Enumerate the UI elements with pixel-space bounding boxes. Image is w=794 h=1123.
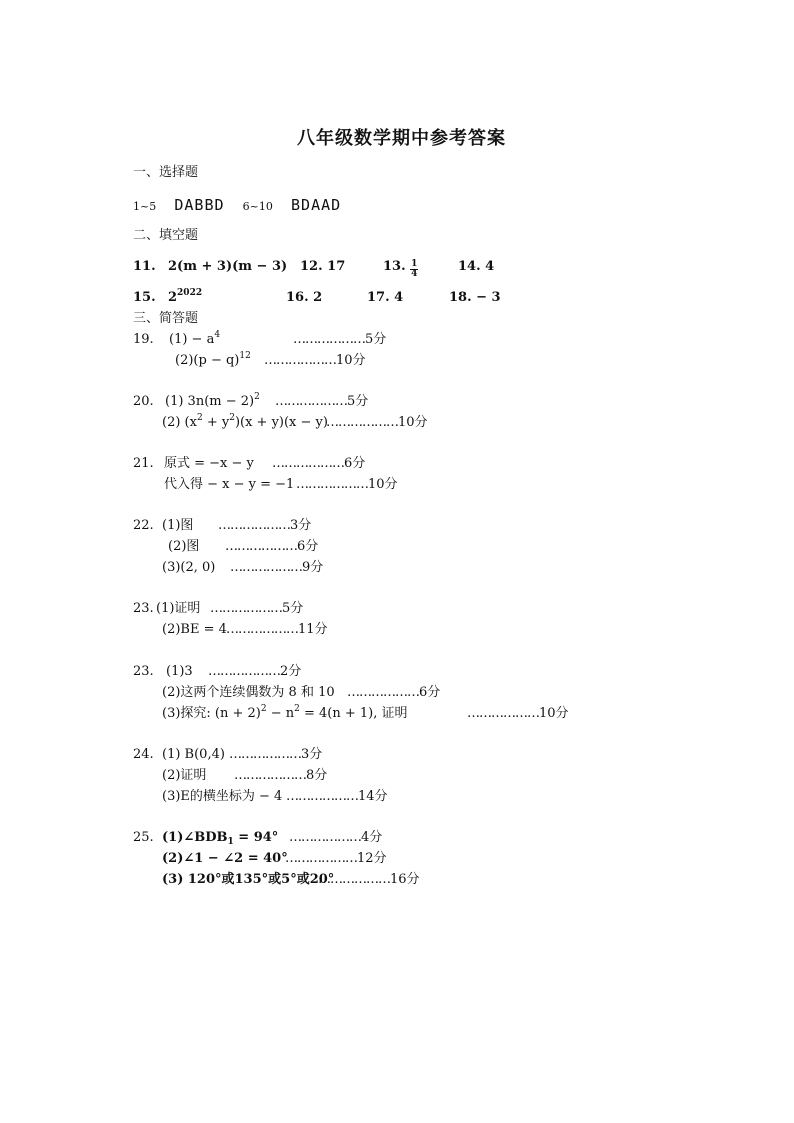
q23b-part3	[162, 705, 408, 723]
exponent: 2	[254, 392, 260, 402]
fill-q11-answer: 2(m + 3)(m − 3)	[168, 259, 288, 274]
subscript: 1	[227, 837, 234, 847]
score: 5分	[365, 332, 387, 347]
fraction-denominator: 4	[411, 269, 418, 279]
section-heading-fill: 二、填空题	[133, 228, 199, 243]
leader-dots: ………………	[347, 685, 419, 700]
fill-q14: 14. 4	[458, 259, 495, 274]
fill-q13	[383, 258, 418, 279]
q20-part1	[165, 393, 260, 411]
score: 2分	[280, 664, 302, 679]
q23b-part3-score	[467, 705, 569, 723]
fill-q11-number: 11.	[133, 259, 156, 274]
score: 10分	[398, 415, 428, 430]
q25-part3: (3) 120°或135°或5°或20°	[162, 872, 335, 887]
fill-q12: 12. 17	[300, 259, 346, 274]
score: 3分	[301, 747, 323, 762]
score: 6分	[344, 456, 366, 471]
q23a-part1: (1)证明	[156, 601, 201, 616]
exponent: 2	[294, 704, 300, 714]
q23a-part2-score	[226, 621, 328, 639]
section-heading-choice: 一、选择题	[133, 165, 199, 180]
choice-answers-2: BDAAD	[291, 196, 342, 214]
q25-part3-score	[318, 871, 420, 889]
section-heading-solve: 三、简答题	[133, 311, 199, 326]
q19-part2	[175, 352, 251, 370]
leader-dots: ………………	[285, 851, 357, 866]
leader-dots: ………………	[225, 539, 297, 554]
score: 10分	[368, 477, 398, 492]
leader-dots: ………………	[326, 415, 398, 430]
exponent: 2	[260, 704, 267, 714]
q23b-part2: (2)这两个连续偶数为 8 和 10	[162, 685, 335, 700]
q23b-number: 23.	[133, 664, 154, 679]
score: 3分	[290, 518, 312, 533]
leader-dots: ………………	[289, 830, 361, 845]
answer-text: + y	[202, 415, 230, 430]
q20-part2	[162, 414, 328, 432]
fill-q15-number: 15.	[133, 290, 156, 305]
q22-part1-score	[218, 517, 311, 535]
power-exponent: 2022	[177, 288, 203, 298]
fill-q16: 16. 2	[286, 290, 323, 305]
answer-text: (2)(p − q)	[175, 353, 240, 368]
q20-part2-score	[326, 414, 428, 432]
leader-dots: ………………	[210, 601, 282, 616]
q25-part1-score	[289, 829, 382, 847]
q25-part1	[162, 829, 278, 847]
score: 4分	[361, 830, 383, 845]
leader-dots: ………………	[318, 872, 390, 887]
power-base: 2	[168, 290, 178, 305]
leader-dots: ………………	[275, 394, 347, 409]
q24-part3-score	[286, 788, 388, 806]
exponent: 2	[229, 413, 235, 423]
exponent: 2	[196, 413, 203, 423]
q25-part2: (2)∠1 − ∠2 = 40°	[162, 851, 288, 866]
score: 12分	[357, 851, 387, 866]
answer-text: (2) (x	[162, 415, 197, 430]
exponent: 4	[214, 330, 221, 340]
fraction-numerator: 1	[411, 259, 418, 269]
score: 16分	[390, 872, 420, 887]
choice-range-1: 1~5	[133, 200, 157, 213]
choice-answers-1: DABBD	[174, 196, 225, 214]
fill-q13-number: 13.	[383, 259, 406, 274]
leader-dots: ………………	[296, 477, 368, 492]
answer-text: − n	[266, 706, 295, 721]
q22-part2: (2)图	[168, 539, 200, 554]
answer-text: )(x + y)(x − y)	[234, 415, 328, 430]
q20-part1-score	[275, 393, 368, 411]
q24-number: 24.	[133, 747, 154, 762]
page-title: 八年级数学期中参考答案	[297, 128, 506, 149]
q23b-part2-score	[347, 684, 440, 702]
score: 11分	[298, 622, 328, 637]
q25-number: 25.	[133, 830, 154, 845]
q24-part1-score	[229, 746, 322, 764]
q19-part1	[169, 331, 220, 349]
leader-dots: ………………	[286, 789, 358, 804]
q22-part2-score	[225, 538, 318, 556]
q24-part2-score	[234, 767, 327, 785]
q23b-part1: (1)3	[166, 664, 193, 679]
leader-dots: ………………	[293, 332, 365, 347]
answer-text: (3)探究: (n + 2)	[162, 706, 261, 721]
leader-dots: ………………	[467, 706, 539, 721]
q20-number: 20.	[133, 394, 154, 409]
choice-answers	[133, 196, 341, 216]
answer-text: = 94°	[233, 830, 279, 845]
q22-part3: (3)(2, 0)	[162, 560, 216, 575]
score: 10分	[336, 353, 366, 368]
leader-dots: ………………	[208, 664, 280, 679]
fill-q18: 18. − 3	[449, 290, 501, 305]
q23a-part2: (2)BE = 4	[162, 622, 227, 637]
leader-dots: ………………	[264, 353, 336, 368]
answer-text: = 4(n + 1), 证明	[299, 706, 408, 721]
score: 9分	[302, 560, 324, 575]
q24-part3: (3)E的横坐标为 − 4	[162, 789, 283, 804]
choice-range-2: 6~10	[242, 200, 273, 213]
leader-dots: ………………	[229, 747, 301, 762]
q23a-part1-score	[210, 600, 303, 618]
q19-part2-score	[264, 352, 366, 370]
score: 6分	[419, 685, 441, 700]
q23b-part1-score	[208, 663, 301, 681]
answer-text: (1)∠BDB	[162, 830, 228, 845]
leader-dots: ………………	[230, 560, 302, 575]
q21-part1: 原式 = −x − y	[164, 456, 254, 471]
q24-part1: (1) B(0,4)	[162, 747, 225, 762]
exponent: 12	[239, 351, 251, 361]
q21-part1-score	[272, 455, 365, 473]
q21-part2: 代入得 − x − y = −1	[164, 477, 295, 492]
fill-q17: 17. 4	[367, 290, 404, 305]
score: 14分	[358, 789, 388, 804]
score: 10分	[539, 706, 569, 721]
q21-part2-score	[296, 476, 398, 494]
score: 6分	[297, 539, 319, 554]
q22-part3-score	[230, 559, 323, 577]
q25-part2-score	[285, 850, 387, 868]
score: 8分	[306, 768, 328, 783]
leader-dots: ………………	[272, 456, 344, 471]
q24-part2: (2)证明	[162, 768, 207, 783]
fill-q15-answer	[168, 289, 202, 307]
score: 5分	[282, 601, 304, 616]
q22-part1: (1)图	[162, 518, 194, 533]
leader-dots: ………………	[234, 768, 306, 783]
answer-text: (1) − a	[169, 332, 215, 347]
leader-dots: ………………	[226, 622, 298, 637]
fill-q13-fraction	[410, 260, 418, 279]
q19-number: 19.	[133, 332, 154, 347]
score: 5分	[347, 394, 369, 409]
answer-text: (1) 3n(m − 2)	[165, 394, 255, 409]
q19-part1-score	[293, 331, 386, 349]
q22-number: 22.	[133, 518, 154, 533]
q23a-number: 23.	[133, 601, 154, 616]
leader-dots: ………………	[218, 518, 290, 533]
q21-number: 21.	[133, 456, 154, 471]
